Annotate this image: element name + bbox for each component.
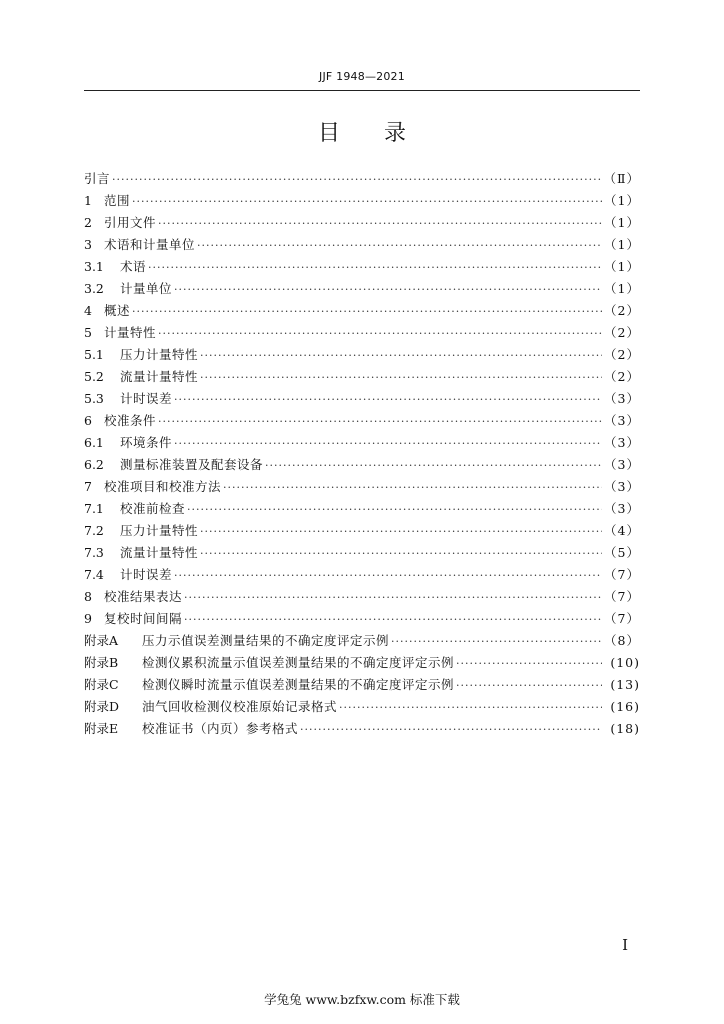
toc-entry-number: 5.3 — [84, 391, 104, 406]
toc-entry[interactable] — [84, 190, 640, 212]
dot-leader — [174, 389, 602, 411]
toc-entry-title: 检测仪累积流量示值误差测量结果的不确定度评定示例 — [142, 655, 455, 670]
toc-entry-title: 压力计量特性 — [120, 523, 199, 538]
toc-entry-title: 复校时间间隔 — [104, 611, 183, 626]
toc-entry-title: 校准条件 — [104, 413, 157, 428]
toc-entry-title: 术语和计量单位 — [104, 237, 196, 252]
dot-leader — [456, 675, 602, 697]
toc-entry-number: 附录D — [84, 699, 120, 714]
toc-entry-page: （2） — [604, 303, 640, 318]
dot-leader — [200, 543, 602, 565]
toc-entry[interactable] — [84, 564, 640, 586]
toc-entry-number: 6.1 — [84, 435, 104, 450]
dot-leader — [174, 433, 602, 455]
toc-entry-number: 7.3 — [84, 545, 104, 560]
toc-entry-page: （3） — [604, 501, 640, 516]
toc-entry-title: 检测仪瞬时流量示值误差测量结果的不确定度评定示例 — [142, 677, 455, 692]
toc-entry[interactable] — [84, 300, 640, 322]
toc-entry-title: 概述 — [104, 303, 131, 318]
dot-leader — [158, 411, 602, 433]
toc-entry-number: 7.1 — [84, 501, 104, 516]
toc-entry-title: 校准项目和校准方法 — [104, 479, 222, 494]
toc-entry[interactable] — [84, 652, 640, 674]
dot-leader — [174, 565, 602, 587]
toc-entry-number: 6 — [84, 413, 92, 428]
dot-leader — [174, 279, 602, 301]
toc-entry-page: （7） — [604, 611, 640, 626]
toc-entry[interactable] — [84, 498, 640, 520]
toc-entry-number: 3 — [84, 237, 92, 252]
toc-entry-number: 9 — [84, 611, 92, 626]
toc-entry[interactable] — [84, 344, 640, 366]
toc-entry-page: （7） — [604, 589, 640, 604]
toc-entry-title: 计量特性 — [104, 325, 157, 340]
toc-entry[interactable] — [84, 586, 640, 608]
toc-entry-number: 5.1 — [84, 347, 104, 362]
toc-entry-number: 5 — [84, 325, 92, 340]
toc-entry-title: 环境条件 — [120, 435, 173, 450]
dot-leader — [200, 521, 602, 543]
toc-entry[interactable] — [84, 542, 640, 564]
page-number: I — [622, 936, 628, 954]
toc-entry[interactable] — [84, 234, 640, 256]
toc-entry-title: 压力示值误差测量结果的不确定度评定示例 — [142, 633, 390, 648]
toc-entry-title: 术语 — [120, 259, 147, 274]
toc-entry[interactable] — [84, 388, 640, 410]
toc-entry-page: （3） — [604, 479, 640, 494]
toc-entry-page: （4） — [604, 523, 640, 538]
toc-entry[interactable] — [84, 630, 640, 652]
toc-entry-title: 计时误差 — [120, 391, 173, 406]
toc-entry-number: 5.2 — [84, 369, 104, 384]
dot-leader — [158, 323, 602, 345]
toc-entry-page: (13) — [610, 677, 640, 692]
toc-entry-number: 1 — [84, 193, 92, 208]
toc-entry-page: (10) — [610, 655, 640, 670]
toc-entry-number: 附录B — [84, 655, 119, 670]
dot-leader — [200, 367, 602, 389]
dot-leader — [184, 587, 602, 609]
toc-entry-number: 3.2 — [84, 281, 104, 296]
toc-entry-number: 附录E — [84, 721, 119, 736]
table-of-contents — [84, 168, 640, 740]
toc-entry[interactable] — [84, 410, 640, 432]
toc-entry-page: (16) — [610, 699, 640, 714]
dot-leader — [391, 631, 602, 653]
toc-entry-page: （1） — [604, 281, 640, 296]
dot-leader — [223, 477, 602, 499]
toc-entry-number: 附录C — [84, 677, 119, 692]
toc-entry[interactable] — [84, 520, 640, 542]
toc-entry-number: 8 — [84, 589, 92, 604]
toc-entry-number: 7.2 — [84, 523, 104, 538]
dot-leader — [112, 169, 601, 191]
toc-entry-page: （7） — [604, 567, 640, 582]
toc-entry-number: 4 — [84, 303, 92, 318]
toc-entry-number: 7 — [84, 479, 92, 494]
dot-leader — [339, 697, 602, 719]
toc-entry-title: 校准结果表达 — [104, 589, 183, 604]
page-title: 目录 — [317, 121, 450, 146]
toc-entry[interactable] — [84, 476, 640, 498]
dot-leader — [132, 191, 602, 213]
toc-entry-number: 3.1 — [84, 259, 104, 274]
dot-leader — [158, 213, 602, 235]
toc-entry[interactable] — [84, 256, 640, 278]
toc-entry-page: （3） — [604, 435, 640, 450]
standard-code-header: JJF 1948—2021 — [319, 70, 405, 83]
dot-leader — [184, 609, 602, 631]
dot-leader — [197, 235, 602, 257]
dot-leader — [300, 719, 602, 741]
toc-entry[interactable] — [84, 674, 640, 696]
toc-entry-number: 7.4 — [84, 567, 104, 582]
toc-entry-page: （5） — [604, 545, 640, 560]
toc-entry-number: 6.2 — [84, 457, 104, 472]
toc-entry-title: 范围 — [104, 193, 131, 208]
toc-entry-page: （3） — [604, 457, 640, 472]
toc-entry-title: 引言 — [84, 171, 111, 186]
toc-entry-page: （1） — [604, 259, 640, 274]
toc-entry[interactable] — [84, 696, 640, 718]
toc-entry-page: （1） — [604, 193, 640, 208]
toc-entry[interactable] — [84, 322, 640, 344]
toc-entry-title: 压力计量特性 — [120, 347, 199, 362]
toc-entry-page: （Ⅱ） — [603, 171, 640, 186]
footer-watermark: 学兔兔 www.bzfxw.com 标准下载 — [264, 992, 460, 1007]
toc-entry-title: 测量标准装置及配套设备 — [120, 457, 264, 472]
toc-entry[interactable] — [84, 718, 640, 740]
toc-entry-title: 校准证书（内页）参考格式 — [142, 721, 299, 736]
toc-entry-page: (18) — [610, 721, 640, 736]
toc-entry-number: 2 — [84, 215, 92, 230]
toc-entry[interactable] — [84, 608, 640, 630]
toc-entry-page: （3） — [604, 413, 640, 428]
header-rule — [84, 90, 640, 91]
toc-entry[interactable] — [84, 432, 640, 454]
toc-entry[interactable] — [84, 366, 640, 388]
dot-leader — [148, 257, 602, 279]
toc-entry-title: 流量计量特性 — [120, 545, 199, 560]
toc-entry-title: 计量单位 — [120, 281, 173, 296]
dot-leader — [132, 301, 602, 323]
dot-leader — [200, 345, 602, 367]
toc-entry-title: 校准前检查 — [120, 501, 186, 516]
toc-entry-title: 计时误差 — [120, 567, 173, 582]
toc-entry[interactable] — [84, 278, 640, 300]
toc-entry-number: 附录A — [84, 633, 119, 648]
toc-entry[interactable] — [84, 168, 640, 190]
toc-entry-page: （2） — [604, 347, 640, 362]
toc-entry-page: （2） — [604, 369, 640, 384]
toc-entry[interactable] — [84, 454, 640, 476]
toc-entry-title: 油气回收检测仪校准原始记录格式 — [142, 699, 338, 714]
dot-leader — [265, 455, 602, 477]
toc-entry-page: （2） — [604, 325, 640, 340]
toc-entry-title: 引用文件 — [104, 215, 157, 230]
toc-entry-page: （1） — [604, 237, 640, 252]
toc-entry-title: 流量计量特性 — [120, 369, 199, 384]
toc-entry[interactable] — [84, 212, 640, 234]
toc-entry-page: （3） — [604, 391, 640, 406]
dot-leader — [187, 499, 602, 521]
toc-entry-page: （1） — [604, 215, 640, 230]
toc-entry-page: （8） — [604, 633, 640, 648]
dot-leader — [456, 653, 602, 675]
